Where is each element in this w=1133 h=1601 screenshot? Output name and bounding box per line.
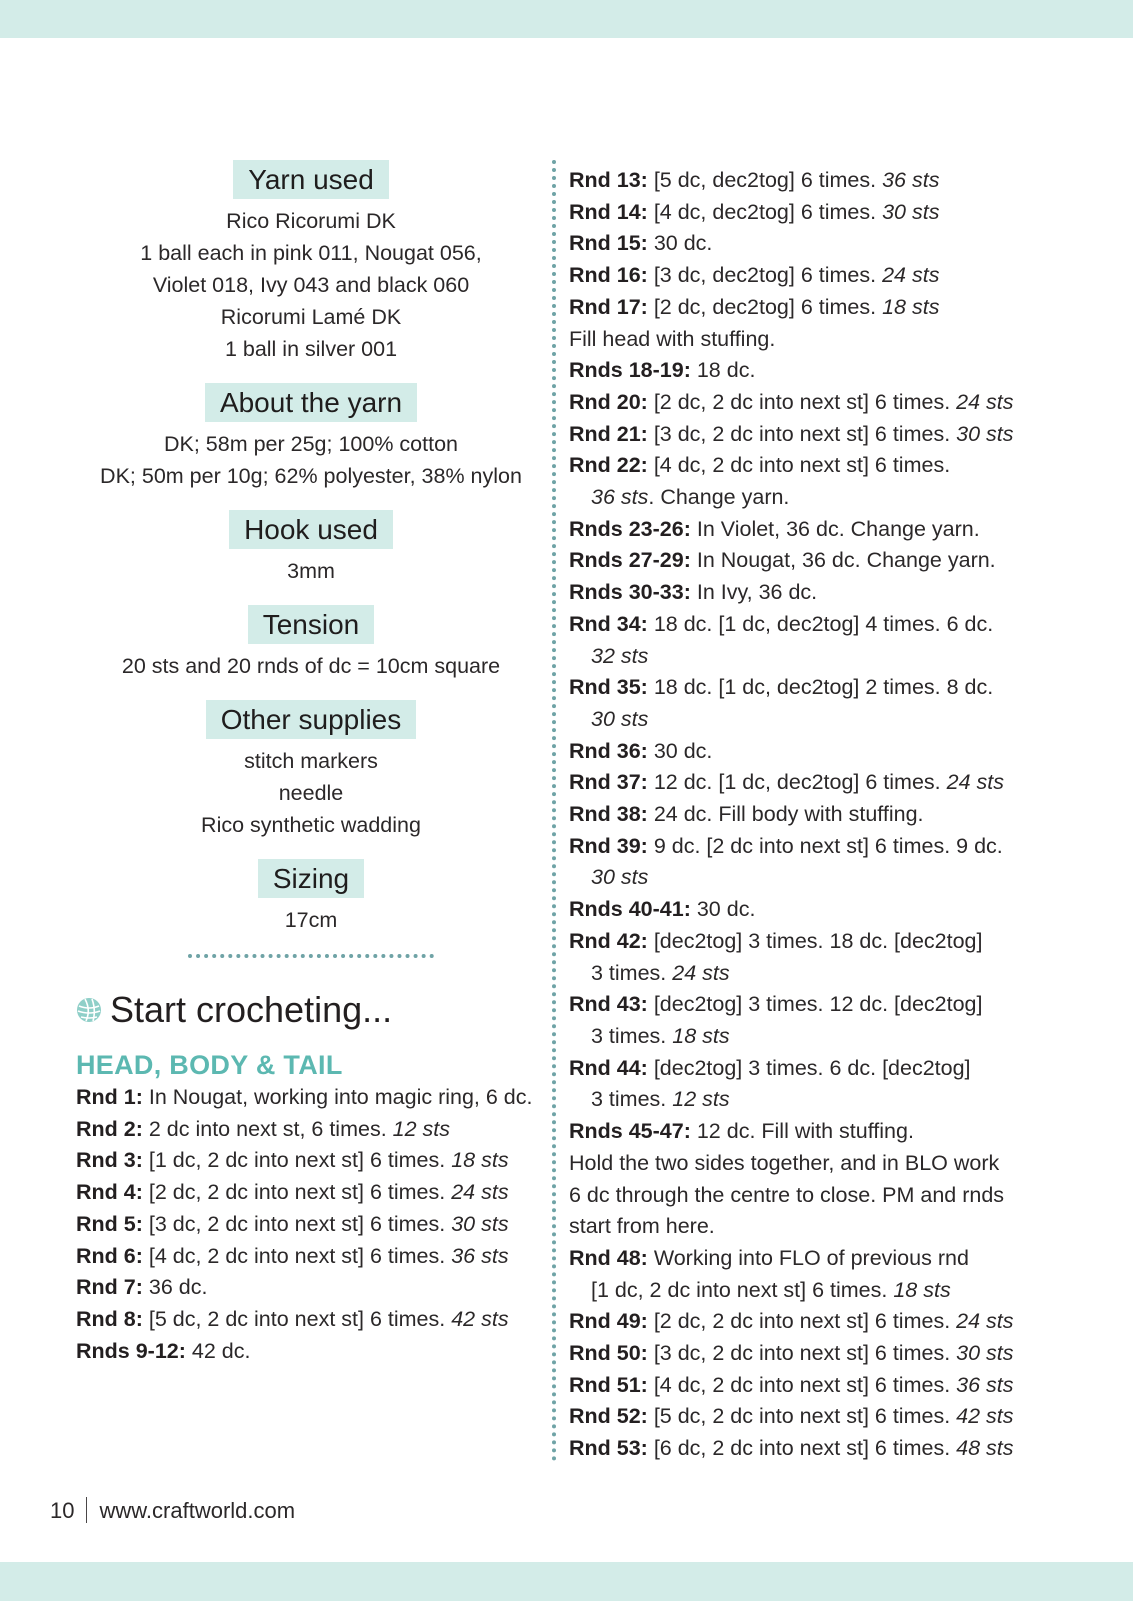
yarn-ball-icon xyxy=(76,997,102,1023)
pattern-line xyxy=(569,767,1109,799)
round-text: [2 dc, 2 dc into next st] 6 times. xyxy=(647,389,957,414)
stitch-count: 32 sts xyxy=(591,643,649,668)
stitch-count: 24 sts xyxy=(451,1180,509,1205)
round-label: Rnd 44: xyxy=(569,1055,648,1080)
pattern-line xyxy=(569,197,1109,229)
round-text: In Nougat, 36 dc. Change yarn. xyxy=(690,548,996,573)
right-column xyxy=(569,165,1109,1465)
round-text: [dec2tog] 3 times. 12 dc. [dec2tog] xyxy=(647,992,983,1017)
pattern-line xyxy=(569,292,1109,324)
stitch-count: 24 sts xyxy=(956,1309,1014,1334)
round-label: Rnds 18-19: xyxy=(569,358,691,383)
left-column xyxy=(76,160,546,1367)
pattern-line xyxy=(76,1241,546,1273)
round-text: 12 dc. [1 dc, dec2tog] 6 times. xyxy=(647,770,947,795)
pattern-line xyxy=(569,1338,1109,1370)
pattern-line xyxy=(569,1116,1109,1148)
stitch-count: 18 sts xyxy=(451,1148,509,1173)
round-text: [4 dc, 2 dc into next st] 6 times. xyxy=(647,1372,957,1397)
stitch-count: 48 sts xyxy=(956,1436,1014,1461)
section-title-text: Start crocheting... xyxy=(110,989,393,1030)
round-text: [5 dc, 2 dc into next st] 6 times. xyxy=(647,1404,957,1429)
pattern-info xyxy=(76,160,546,936)
pattern-line xyxy=(569,926,1109,958)
round-label: Rnd 34: xyxy=(569,611,648,636)
round-label: Rnds 30-33: xyxy=(569,580,691,605)
round-label: Rnd 42: xyxy=(569,928,648,953)
pattern-line xyxy=(569,641,1109,673)
pattern-line xyxy=(569,1243,1109,1275)
round-label: Rnds 40-41: xyxy=(569,897,691,922)
round-text: In Nougat, working into magic ring, 6 dc. xyxy=(142,1085,533,1109)
pattern-line xyxy=(76,1272,546,1304)
round-label: Rnds 23-26: xyxy=(569,516,691,541)
round-text: [5 dc, 2 dc into next st] 6 times. xyxy=(142,1306,452,1331)
pattern-line xyxy=(76,1114,546,1146)
round-text: 9 dc. [2 dc into next st] 6 times. 9 dc. xyxy=(647,833,1003,858)
pattern-line xyxy=(569,1275,1109,1307)
round-label: Rnd 51: xyxy=(569,1372,648,1397)
pattern-line xyxy=(569,1180,1109,1212)
stitch-count: 18 sts xyxy=(672,1023,730,1048)
pattern-line xyxy=(76,1336,546,1368)
stitch-count: 42 sts xyxy=(451,1306,509,1331)
stitch-count: 30 sts xyxy=(882,199,940,224)
info-heading: Sizing xyxy=(258,859,364,898)
stitch-count: 30 sts xyxy=(956,1341,1014,1366)
round-text: [4 dc, 2 dc into next st] 6 times. xyxy=(142,1243,452,1268)
info-heading: Yarn used xyxy=(233,160,389,199)
round-label: Rnd 35: xyxy=(569,675,648,700)
pattern-line xyxy=(569,545,1109,577)
info-line: 20 sts and 20 rnds of dc = 10cm square xyxy=(121,654,501,678)
round-text: In Ivy, 36 dc. xyxy=(690,580,818,605)
footer xyxy=(50,1497,295,1524)
pattern-line xyxy=(569,958,1109,990)
round-text: 18 dc. [1 dc, dec2tog] 4 times. 6 dc. xyxy=(647,611,994,636)
round-text: [3 dc, dec2tog] 6 times. xyxy=(647,263,883,288)
top-color-band xyxy=(0,0,1133,38)
round-label: Rnd 20: xyxy=(569,389,648,414)
pattern-line xyxy=(569,324,1109,356)
pattern-line xyxy=(569,355,1109,387)
round-text: [dec2tog] 3 times. 18 dc. [dec2tog] xyxy=(647,928,983,953)
stitch-count: 24 sts xyxy=(956,389,1014,414)
round-text: 36 dc. xyxy=(142,1275,208,1300)
round-label: Rnd 43: xyxy=(569,992,648,1017)
info-line: 3mm xyxy=(287,559,335,583)
round-text: [dec2tog] 3 times. 6 dc. [dec2tog] xyxy=(647,1055,971,1080)
pattern-line xyxy=(569,704,1109,736)
round-label: Rnd 53: xyxy=(569,1436,648,1461)
round-label: Rnd 39: xyxy=(569,833,648,858)
footer-separator xyxy=(86,1497,87,1523)
pattern-line xyxy=(569,862,1109,894)
pattern-line xyxy=(569,736,1109,768)
stitch-count: 12 sts xyxy=(392,1116,451,1141)
pattern-line xyxy=(569,894,1109,926)
info-line: Rico synthetic wadding xyxy=(201,813,421,837)
section-title xyxy=(76,988,546,1032)
round-label: Rnd 37: xyxy=(569,770,648,795)
sub-heading: HEAD, BODY & TAIL xyxy=(76,1050,343,1080)
info-section xyxy=(76,383,546,492)
pattern-line xyxy=(569,228,1109,260)
pattern-line xyxy=(569,989,1109,1021)
info-line: needle xyxy=(278,781,344,805)
info-section xyxy=(76,605,546,682)
info-section xyxy=(76,510,546,587)
website-link: www.craftworld.com xyxy=(99,1498,296,1523)
round-label: Rnd 5: xyxy=(76,1211,143,1236)
info-line: Ricorumi Lamé DK xyxy=(220,305,402,329)
round-label: Rnd 17: xyxy=(569,294,648,319)
round-text: [3 dc, 2 dc into next st] 6 times. xyxy=(142,1211,452,1236)
stitch-count: 24 sts xyxy=(672,960,730,985)
pattern-line xyxy=(569,672,1109,704)
round-text: 24 dc. Fill body with stuffing. xyxy=(647,802,924,827)
pattern-line xyxy=(569,482,1109,514)
round-label: Rnd 22: xyxy=(569,453,648,478)
info-line: 1 ball each in pink 011, Nougat 056, xyxy=(140,241,482,265)
info-line: Violet 018, Ivy 043 and black 060 xyxy=(152,273,470,297)
round-text: 3 times. xyxy=(591,1087,673,1112)
bottom-color-band xyxy=(0,1562,1133,1601)
round-label: Rnd 2: xyxy=(76,1116,143,1141)
round-label: Rnd 16: xyxy=(569,263,648,288)
round-label: Rnd 4: xyxy=(76,1180,143,1205)
round-text: 3 times. xyxy=(591,960,673,985)
round-text: [4 dc, 2 dc into next st] 6 times. xyxy=(647,453,951,478)
round-text: [1 dc, 2 dc into next st] 6 times. xyxy=(142,1148,452,1173)
round-text: 30 dc. xyxy=(690,897,756,922)
round-label: Rnd 8: xyxy=(76,1306,143,1331)
pattern-line xyxy=(76,1209,546,1241)
round-text: 18 dc. xyxy=(690,358,756,383)
round-label: Rnd 13: xyxy=(569,168,648,192)
info-section xyxy=(76,700,546,841)
info-line: DK; 50m per 10g; 62% polyester, 38% nylon xyxy=(100,464,522,488)
round-label: Rnd 6: xyxy=(76,1243,143,1268)
round-text: Hold the two sides together, and in BLO work xyxy=(569,1150,1000,1175)
round-label: Rnd 3: xyxy=(76,1148,143,1173)
round-label: Rnd 15: xyxy=(569,231,648,256)
round-text: [2 dc, 2 dc into next st] 6 times. xyxy=(142,1180,452,1205)
round-text: 30 dc. xyxy=(647,738,713,763)
pattern-line xyxy=(569,1053,1109,1085)
pattern-line xyxy=(569,450,1109,482)
round-label: Rnd 50: xyxy=(569,1341,648,1366)
stitch-count: 30 sts xyxy=(591,865,649,890)
round-label: Rnd 49: xyxy=(569,1309,648,1334)
pattern-line xyxy=(569,1021,1109,1053)
round-label: Rnds 27-29: xyxy=(569,548,691,573)
info-line: stitch markers xyxy=(244,749,378,773)
info-heading: Hook used xyxy=(229,510,393,549)
info-heading: Tension xyxy=(248,605,375,644)
column-divider xyxy=(552,160,556,1462)
round-label: Rnds 45-47: xyxy=(569,1119,691,1144)
round-label: Rnd 52: xyxy=(569,1404,648,1429)
round-label: Rnd 7: xyxy=(76,1275,143,1300)
info-line: 1 ball in silver 001 xyxy=(224,337,398,361)
round-label: Rnds 9-12: xyxy=(76,1338,186,1363)
round-text: [2 dc, dec2tog] 6 times. xyxy=(647,294,883,319)
pattern-line xyxy=(569,1370,1109,1402)
round-text: . Change yarn. xyxy=(648,485,790,510)
round-text: [2 dc, 2 dc into next st] 6 times. xyxy=(647,1309,957,1334)
pattern-line xyxy=(569,1401,1109,1433)
pattern-line xyxy=(569,609,1109,641)
pattern-line xyxy=(569,165,1109,197)
pattern-line xyxy=(569,260,1109,292)
info-heading: About the yarn xyxy=(205,383,417,422)
round-text: start from here. xyxy=(569,1214,715,1239)
stitch-count: 42 sts xyxy=(956,1404,1014,1429)
stitch-count: 36 sts xyxy=(451,1243,509,1268)
stitch-count: 36 sts xyxy=(956,1372,1014,1397)
pattern-line xyxy=(569,1084,1109,1116)
pattern-line xyxy=(569,1306,1109,1338)
round-text: In Violet, 36 dc. Change yarn. xyxy=(690,516,980,541)
stitch-count: 18 sts xyxy=(893,1277,951,1302)
round-label: Rnd 36: xyxy=(569,738,648,763)
pattern-line xyxy=(569,1211,1109,1243)
pattern-line xyxy=(76,1177,546,1209)
right-round-list xyxy=(569,165,1109,1465)
round-label: Rnd 38: xyxy=(569,802,648,827)
dotted-divider xyxy=(188,954,434,958)
round-label: Rnd 1: xyxy=(76,1085,143,1109)
round-text: 12 dc. Fill with stuffing. xyxy=(690,1119,914,1144)
round-label: Rnd 21: xyxy=(569,421,648,446)
pattern-line xyxy=(569,387,1109,419)
round-text: 6 dc through the centre to close. PM and rnds xyxy=(569,1182,1005,1207)
round-text: [3 dc, 2 dc into next st] 6 times. xyxy=(647,1341,957,1366)
pattern-line xyxy=(76,1145,546,1177)
pattern-line xyxy=(569,831,1109,863)
round-text: 18 dc. [1 dc, dec2tog] 2 times. 8 dc. xyxy=(647,675,994,700)
round-label: Rnd 14: xyxy=(569,199,648,224)
round-text: [5 dc, dec2tog] 6 times. xyxy=(647,168,883,192)
round-text: [3 dc, 2 dc into next st] 6 times. xyxy=(647,421,957,446)
info-heading: Other supplies xyxy=(206,700,417,739)
round-text: [6 dc, 2 dc into next st] 6 times. xyxy=(647,1436,957,1461)
pattern-line xyxy=(569,577,1109,609)
stitch-count: 12 sts xyxy=(672,1087,730,1112)
stitch-count: 24 sts xyxy=(946,770,1004,795)
stitch-count: 30 sts xyxy=(451,1211,509,1236)
info-line: DK; 58m per 25g; 100% cotton xyxy=(163,432,458,456)
info-section xyxy=(76,160,546,365)
stitch-count: 24 sts xyxy=(882,263,940,288)
stitch-count: 30 sts xyxy=(956,421,1014,446)
stitch-count: 18 sts xyxy=(882,294,940,319)
page-number: 10 xyxy=(50,1498,75,1523)
pattern-line xyxy=(76,1304,546,1336)
round-text: 2 dc into next st, 6 times. xyxy=(142,1116,393,1141)
round-text: Fill head with stuffing. xyxy=(569,326,776,351)
round-text: 3 times. xyxy=(591,1023,673,1048)
info-line: 17cm xyxy=(284,908,338,932)
round-text: [4 dc, dec2tog] 6 times. xyxy=(647,199,883,224)
info-section xyxy=(76,859,546,936)
round-text: [1 dc, 2 dc into next st] 6 times. xyxy=(591,1277,894,1302)
info-line: Rico Ricorumi DK xyxy=(226,209,396,233)
pattern-line xyxy=(76,1082,546,1114)
stitch-count: 36 sts xyxy=(882,168,940,192)
round-text: 42 dc. xyxy=(185,1338,251,1363)
left-round-list xyxy=(76,1082,546,1367)
stitch-count: 36 sts xyxy=(591,485,649,510)
pattern-line xyxy=(569,1433,1109,1465)
pattern-line xyxy=(569,799,1109,831)
round-label: Rnd 48: xyxy=(569,1245,648,1270)
stitch-count: 30 sts xyxy=(591,706,649,731)
pattern-line xyxy=(569,1148,1109,1180)
pattern-line xyxy=(569,419,1109,451)
round-text: Working into FLO of previous rnd xyxy=(647,1245,969,1270)
pattern-line xyxy=(569,514,1109,546)
round-text: 30 dc. xyxy=(647,231,713,256)
